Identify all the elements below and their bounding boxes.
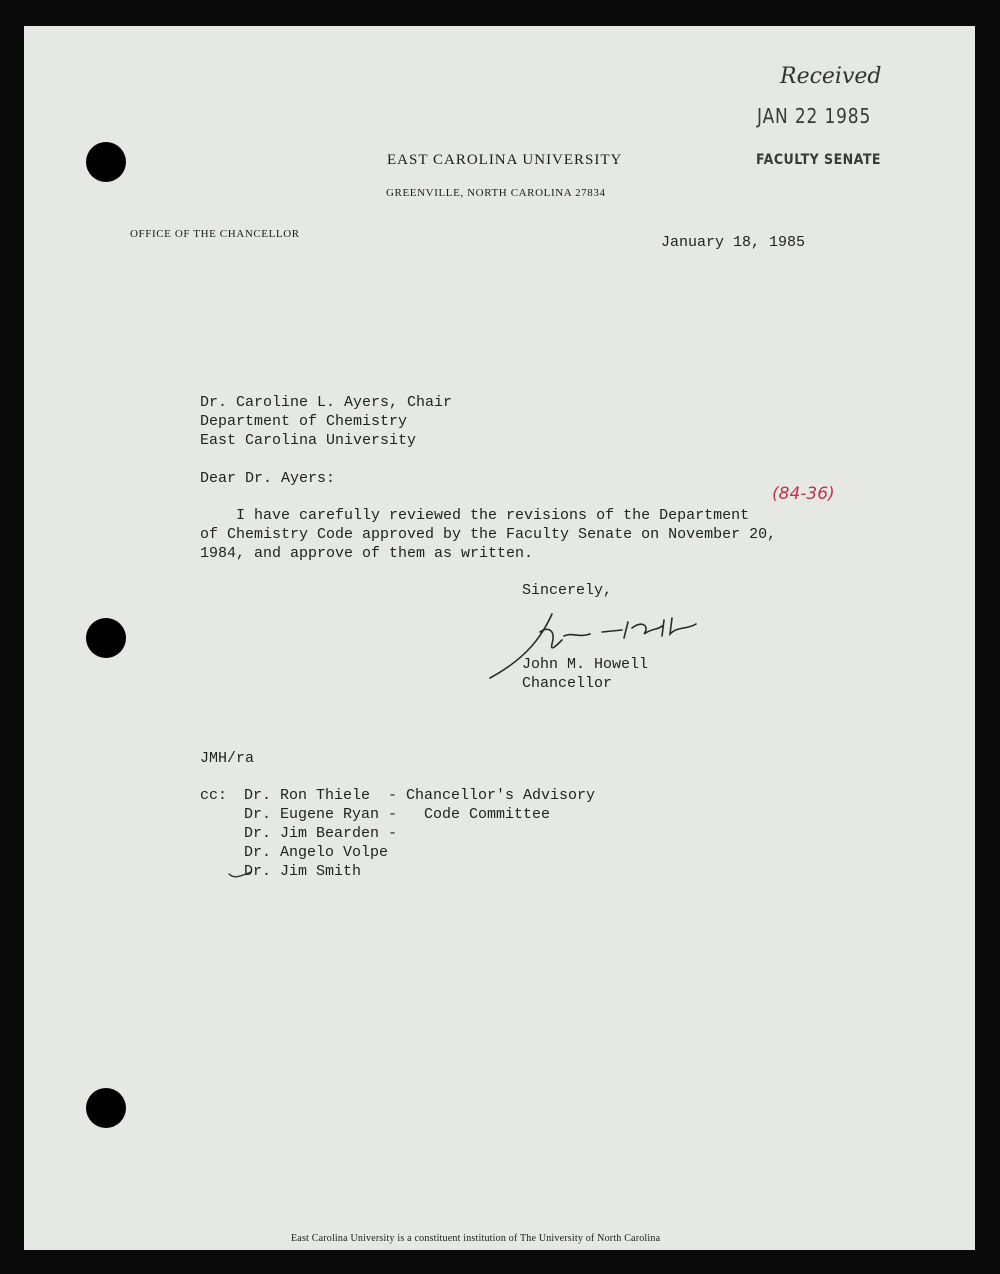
punch-hole-bottom: [86, 1088, 126, 1128]
signer-name: John M. Howell: [522, 656, 649, 673]
letter-page: [24, 26, 975, 1250]
stamp-received: Received: [780, 64, 882, 89]
punch-hole-top: [86, 142, 126, 182]
recipient-line: Dr. Caroline L. Ayers, Chair: [200, 394, 453, 411]
cc-item: Dr. Jim Smith: [244, 863, 362, 880]
punch-hole-middle: [86, 618, 126, 658]
recipient-line: Department of Chemistry: [200, 413, 408, 430]
signer-title: Chancellor: [522, 675, 613, 692]
cc-label: cc:: [200, 787, 228, 804]
university-name: EAST CAROLINA UNIVERSITY: [387, 152, 623, 168]
body-line: 1984, and approve of them as written.: [200, 545, 534, 562]
body-line: I have carefully reviewed the revisions of the Department: [200, 507, 750, 524]
university-location: GREENVILLE, NORTH CAROLINA 27834: [386, 187, 606, 199]
handwritten-annotation: (84-36): [772, 484, 835, 504]
typist-initials: JMH/ra: [200, 750, 255, 767]
cc-item: Dr. Jim Bearden -: [244, 825, 398, 842]
stamp-office: FACULTY SENATE: [756, 152, 881, 168]
closing: Sincerely,: [522, 582, 613, 599]
recipient-line: East Carolina University: [200, 432, 417, 449]
stamp-date: JAN 22 1985: [757, 104, 872, 128]
check-mark-icon: [227, 866, 253, 880]
office-name: OFFICE OF THE CHANCELLOR: [130, 228, 300, 240]
footer-text: East Carolina University is a constituent institution of The University of North Carolina: [291, 1233, 661, 1244]
cc-item: Dr. Ron Thiele - Chancellor's Advisory: [244, 787, 596, 804]
letter-date: January 18, 1985: [661, 234, 806, 251]
cc-item: Dr. Eugene Ryan - Code Committee: [244, 806, 551, 823]
body-line: of Chemistry Code approved by the Faculty Senate on November 20,: [200, 526, 777, 543]
salutation: Dear Dr. Ayers:: [200, 470, 336, 487]
cc-item: Dr. Angelo Volpe: [244, 844, 389, 861]
